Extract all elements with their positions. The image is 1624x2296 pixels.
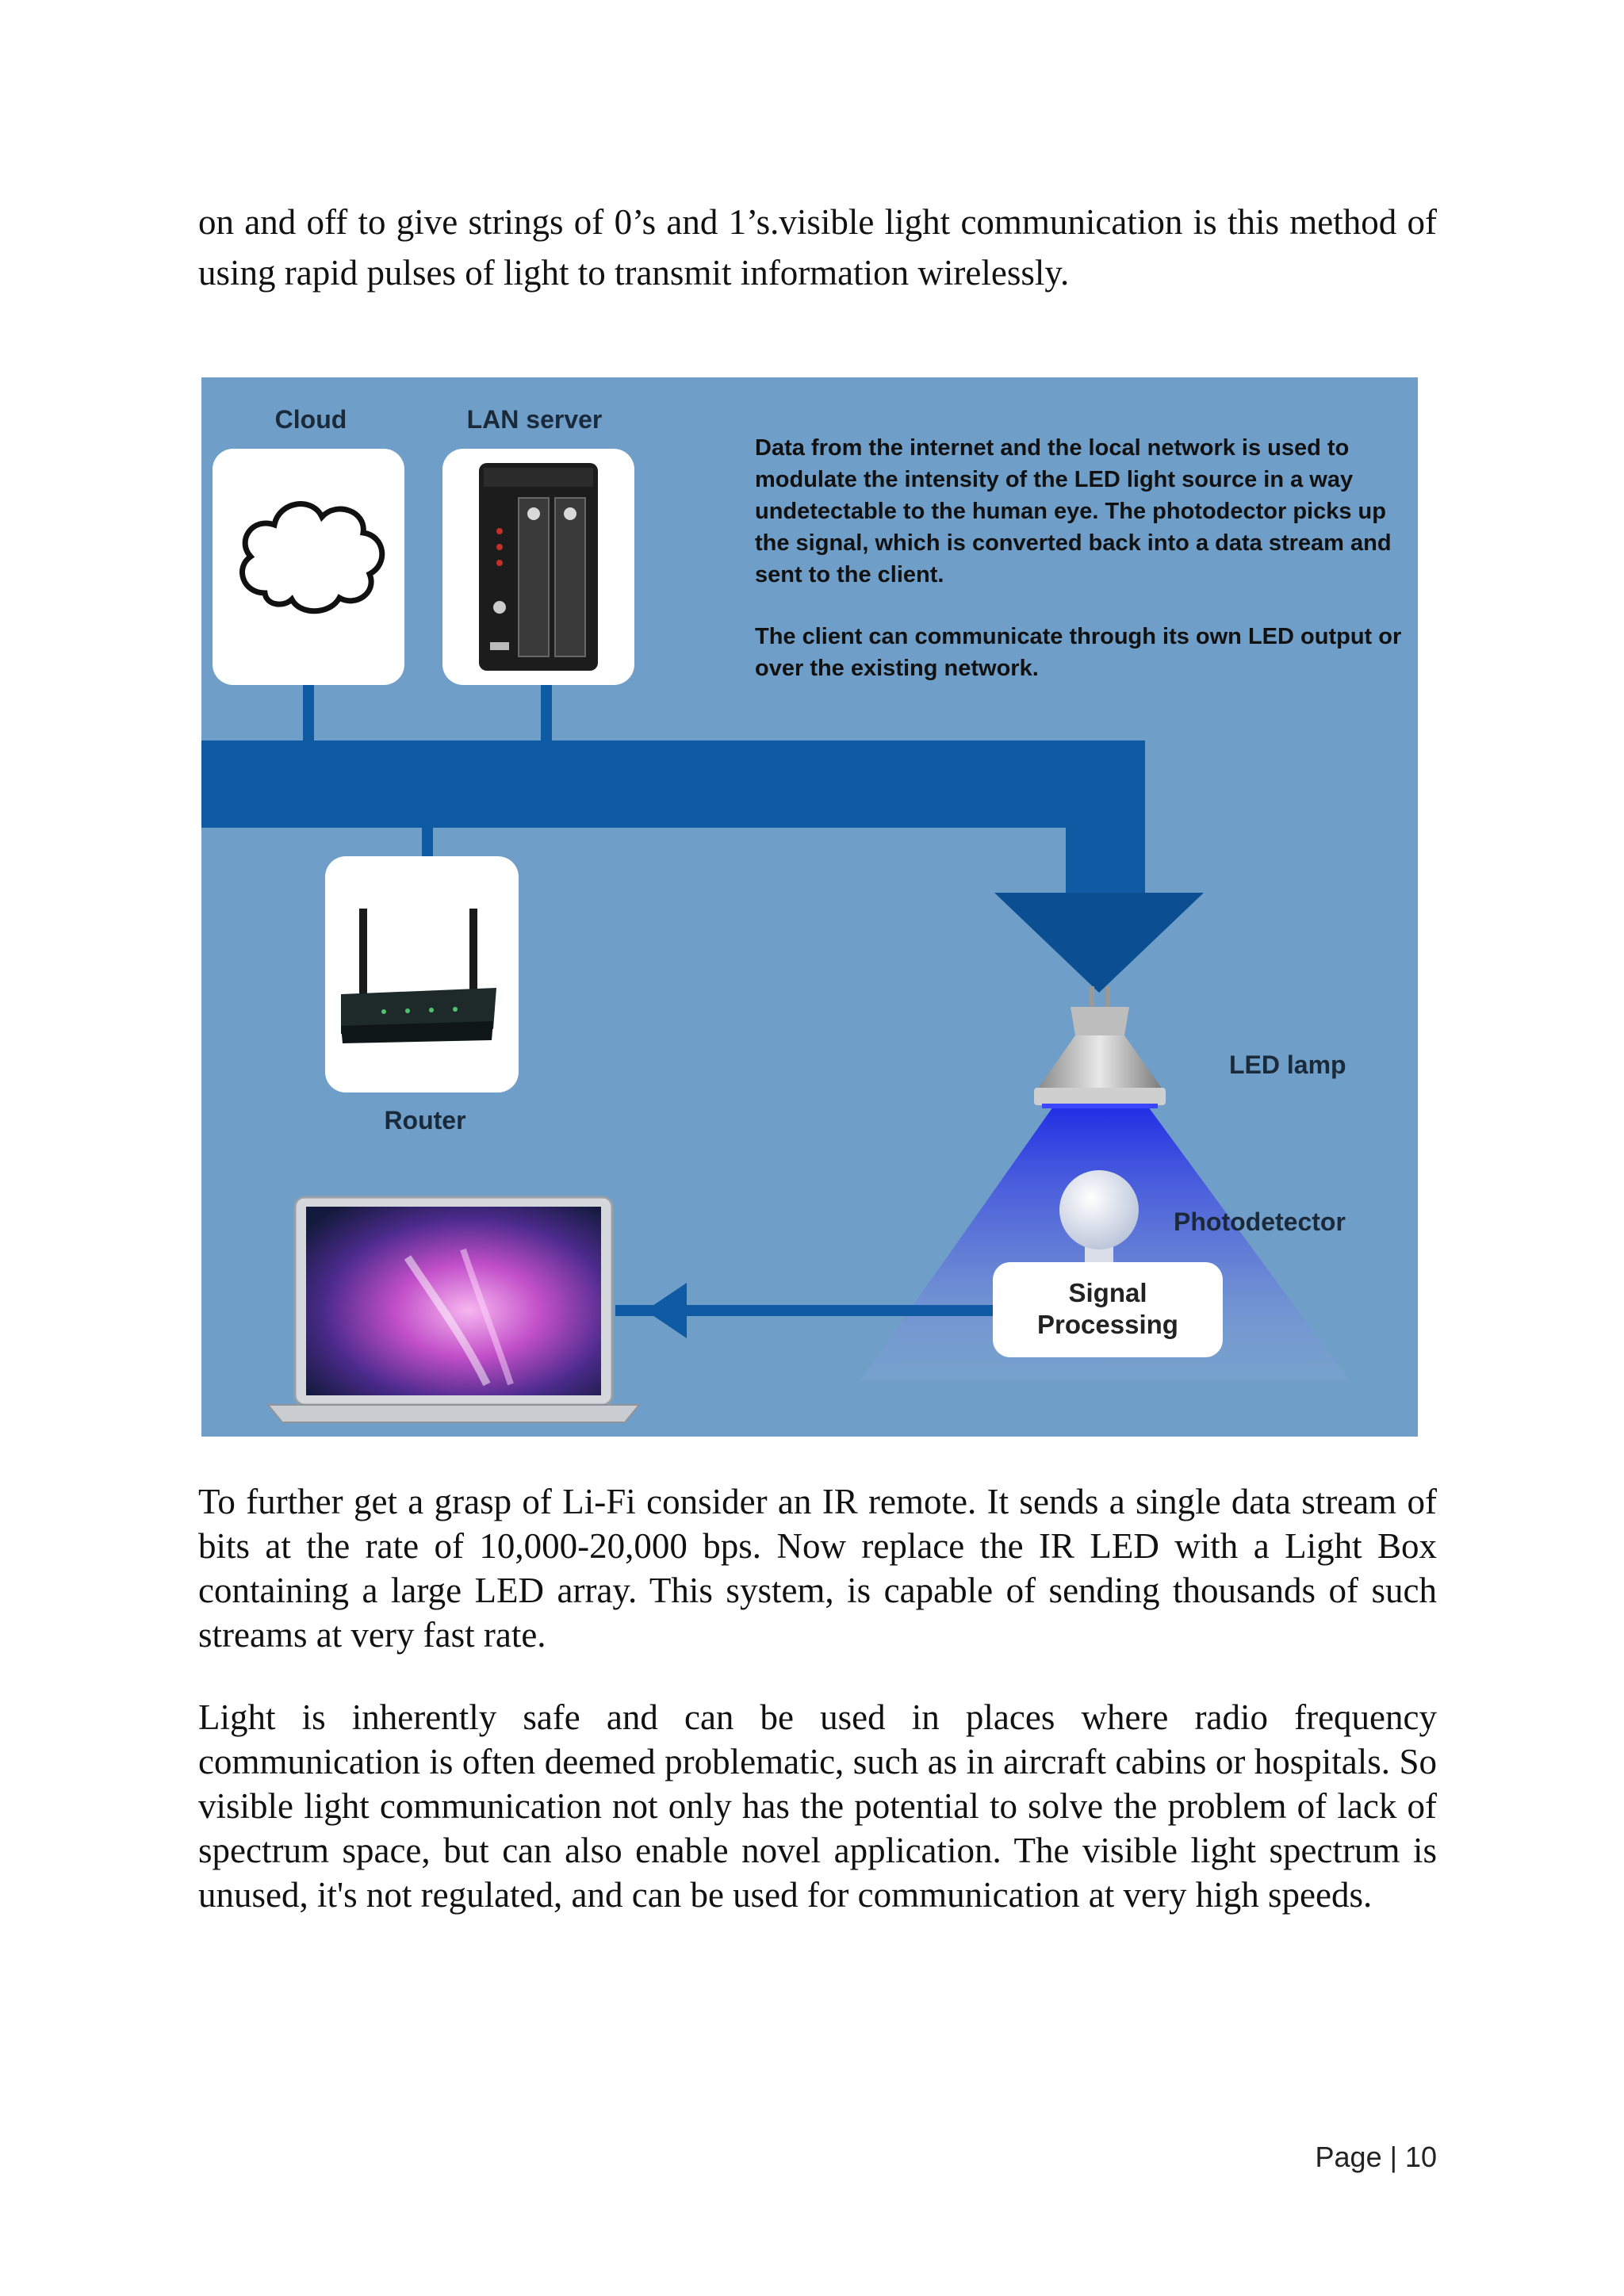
lifi-diagram — [201, 377, 1418, 1437]
network-bus — [201, 740, 1145, 828]
photodetector-label: Photodetector — [1174, 1207, 1346, 1236]
page-label: Page — [1315, 2141, 1382, 2173]
bus-drop-to-lamp — [1066, 740, 1145, 899]
signal-processing-label-line2: Processing — [1037, 1310, 1178, 1339]
cloud-label: Cloud — [274, 405, 347, 434]
description-line: The client can communicate through its own LED output or — [755, 624, 1402, 649]
page-separator: | — [1389, 2141, 1397, 2173]
lan-server-label: LAN server — [466, 405, 603, 434]
description-line: sent to the client. — [755, 562, 944, 587]
description-line: over the existing network. — [755, 656, 1039, 681]
description-line: undetectable to the human eye. The photodector picks up — [755, 499, 1386, 524]
description-line: Data from the internet and the local network is used to — [755, 435, 1350, 461]
signal-processing-label-line1: Signal — [1068, 1278, 1147, 1307]
laptop-icon — [268, 1197, 639, 1422]
signal-processing-node — [993, 1262, 1223, 1357]
router-label: Router — [384, 1106, 466, 1135]
server-icon — [479, 463, 598, 671]
lan-server-node — [442, 449, 634, 685]
router-card — [325, 856, 519, 1093]
cloud-connector — [303, 679, 314, 742]
page-number: 10 — [1404, 2141, 1437, 2173]
description-line: the signal, which is converted back into a data stream and — [755, 530, 1392, 556]
server-connector — [541, 679, 552, 742]
page-number-footer — [1316, 2141, 1437, 2174]
cloud-node — [213, 449, 404, 685]
router-node — [325, 856, 519, 1093]
paragraph-intro: on and off to give strings of 0’s and 1’s.visible light communication is this method of using rapid pulses of light to transmit information wirelessly. — [198, 202, 1437, 293]
description-line: modulate the intensity of the LED light source in a way — [755, 467, 1354, 492]
paragraph-light-safety: Light is inherently safe and can be used in places where radio frequency communication is often deemed problematic, such as in aircraft cabins or hospitals. So visible light communication not only has the potential to solve the problem of lack of spectrum space, but can also enable novel application. The visible light spectrum is unused, it's not regulated, and can be used for communication at very high speeds. — [198, 1697, 1437, 1915]
led-lamp-label: LED lamp — [1229, 1050, 1346, 1079]
paragraph-ir-remote: To further get a grasp of Li-Fi consider an IR remote. It sends a single data stream of bits at the rate of 10,000-20,000 bps. Now replace the IR LED with a Light Box containing a large LED array. This system, is capable of sending thousands of such streams at very fast rate. — [198, 1482, 1437, 1655]
